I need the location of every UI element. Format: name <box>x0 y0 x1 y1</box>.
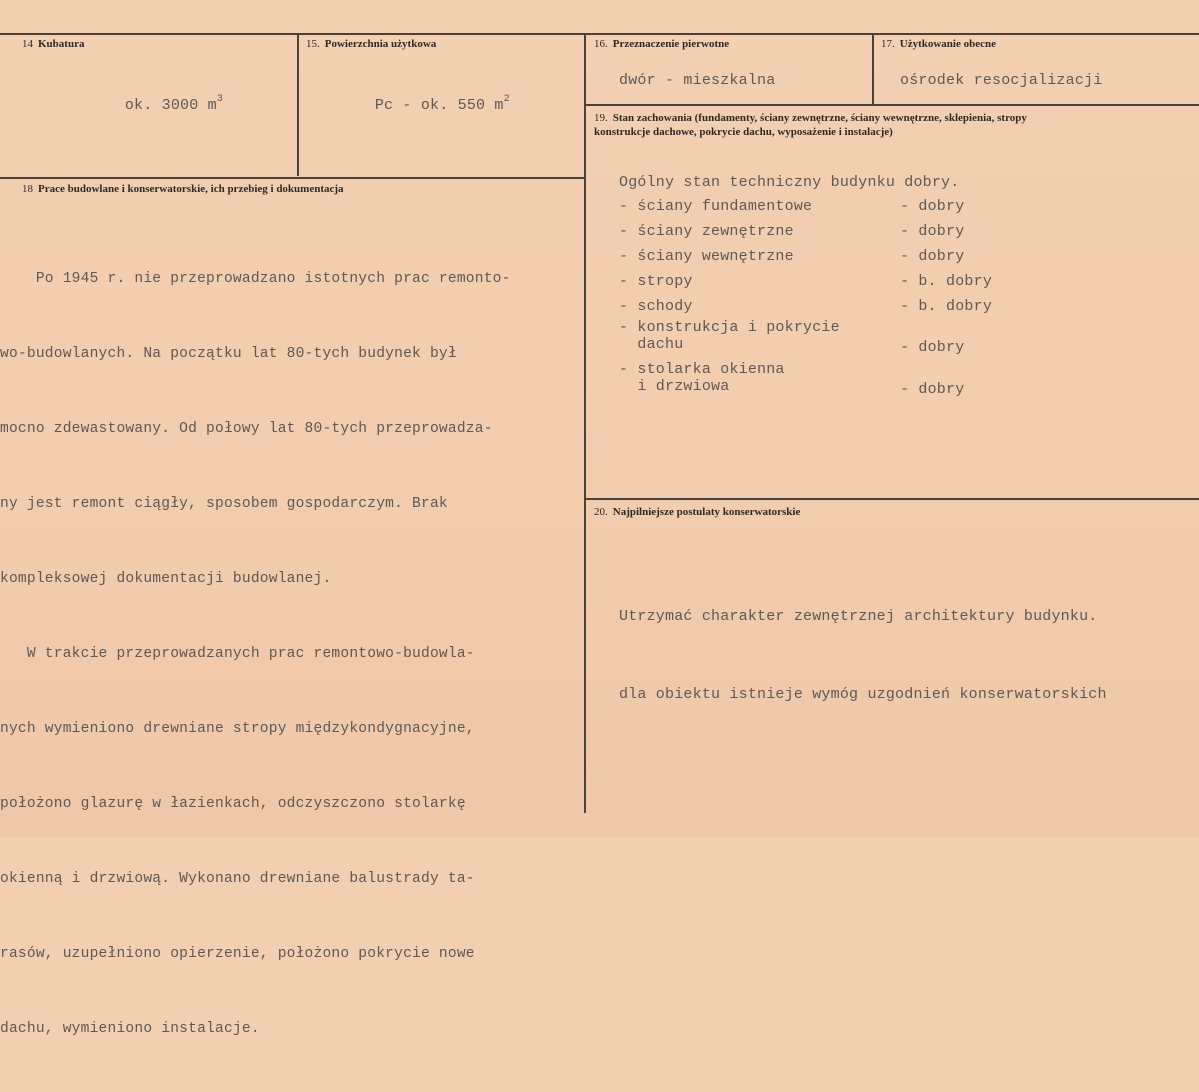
condition-item-status: - dobry <box>900 381 965 398</box>
field-15-label <box>306 37 436 51</box>
field-14-value <box>88 68 223 143</box>
field-18-line: rasów, uzupełniono opierzenie, położono pokrycie nowe <box>0 946 475 962</box>
field-18-line: kompleksowej dokumentacji budowlanej. <box>0 571 332 587</box>
field-16-title: Przeznaczenie pierwotne <box>612 38 730 50</box>
field-15-value-text: Pc - ok. 550 m <box>374 97 504 114</box>
condition-item-name: - ściany wewnętrzne <box>619 248 794 265</box>
field-14-number: 14 <box>22 38 33 50</box>
field-17-number: 17. <box>881 38 895 50</box>
field-20-title: Najpilniejsze postulaty konserwatorskie <box>612 506 801 518</box>
field-19-number: 19. <box>594 112 608 124</box>
field-17-title: Użytkowanie obecne <box>899 38 996 50</box>
divider-16-17 <box>872 33 874 105</box>
field-18-line: wo-budowlanych. Na początku lat 80-tych budynek był <box>0 346 457 362</box>
field-18-line: okienną i drzwiową. Wykonano drewniane balustrady ta- <box>0 871 475 887</box>
condition-item-status: - dobry <box>900 339 965 356</box>
condition-item-status: - dobry <box>900 198 965 215</box>
field-14-label <box>22 37 84 51</box>
field-14-value-text: ok. 3000 m <box>124 97 217 114</box>
field-18-line: mocno zdewastowany. Od połowy lat 80-tych przeprowadza- <box>0 421 493 437</box>
field-17-label <box>881 37 996 51</box>
rule-above-20 <box>584 498 1199 500</box>
field-14-value-exponent: 3 <box>216 94 224 105</box>
field-18-title: Prace budowlane i konserwatorskie, ich przebieg i dokumentacja <box>38 183 344 195</box>
field-15-number: 15. <box>306 38 320 50</box>
field-18-line: ny jest remont ciągły, sposobem gospodarczym. Brak <box>0 496 448 512</box>
condition-item-status: - b. dobry <box>900 273 993 290</box>
field-15-value <box>338 68 510 143</box>
condition-item-name: - ściany fundamentowe <box>619 198 813 215</box>
condition-item-name: - stolarka okienna i drzwiowa <box>619 361 785 395</box>
condition-item-status: - dobry <box>900 223 965 240</box>
field-18-line: dachu, wymieniono instalacje. <box>0 1021 260 1037</box>
field-18-line: W trakcie przeprowadzanych prac remontowo-budowla- <box>0 646 475 662</box>
rule-under-16-17 <box>584 104 1199 106</box>
field-16-label <box>594 37 729 51</box>
field-20-text <box>619 552 1107 760</box>
field-20-line: Utrzymać charakter zewnętrznej architektury budynku. <box>619 608 1098 625</box>
field-18-line: Po 1945 r. nie przeprowadzano istotnych prac remonto- <box>0 271 511 287</box>
field-15-value-exponent: 2 <box>503 94 510 105</box>
field-19-title-line1: Stan zachowania (fundamenty, ściany zewnętrzne, ściany wewnętrzne, sklepienia, stropy <box>612 112 1027 124</box>
field-18-line: położono glazurę w łazienkach, odczyszczono stolarkę <box>0 796 466 812</box>
field-20-number: 20. <box>594 506 608 518</box>
field-14-title: Kubatura <box>38 38 85 50</box>
condition-item-status: - dobry <box>900 248 965 265</box>
field-18-label <box>22 182 344 196</box>
center-divider <box>584 33 586 813</box>
condition-item-name: - stropy <box>619 273 693 290</box>
field-18-number: 18 <box>22 183 33 195</box>
field-15-title: Powierzchnia użytkowa <box>324 38 437 50</box>
condition-item-name: - konstrukcja i pokrycie dachu <box>619 319 840 353</box>
top-rule <box>0 33 1199 35</box>
field-20-label <box>594 505 800 519</box>
field-19-intro: Ogólny stan techniczny budynku dobry. <box>619 174 960 191</box>
rule-above-18 <box>0 177 585 179</box>
field-16-value: dwór - mieszkalna <box>619 72 776 89</box>
field-16-number: 16. <box>594 38 608 50</box>
condition-item-name: - schody <box>619 298 693 315</box>
field-19-label <box>594 111 1184 139</box>
field-19-title-line2: konstrukcje dachowe, pokrycie dachu, wyposażenie i instalacje) <box>594 126 893 138</box>
condition-item-name: - ściany zewnętrzne <box>619 223 794 240</box>
divider-14-15 <box>297 33 299 176</box>
field-20-line: dla obiektu istnieje wymóg uzgodnień konserwatorskich <box>619 686 1107 703</box>
field-17-value: ośrodek resocjalizacji <box>900 72 1103 89</box>
field-18-line: nych wymieniono drewniane stropy międzykondygnacyjne, <box>0 721 475 737</box>
field-18-text <box>0 217 511 1092</box>
condition-item-status: - b. dobry <box>900 298 993 315</box>
